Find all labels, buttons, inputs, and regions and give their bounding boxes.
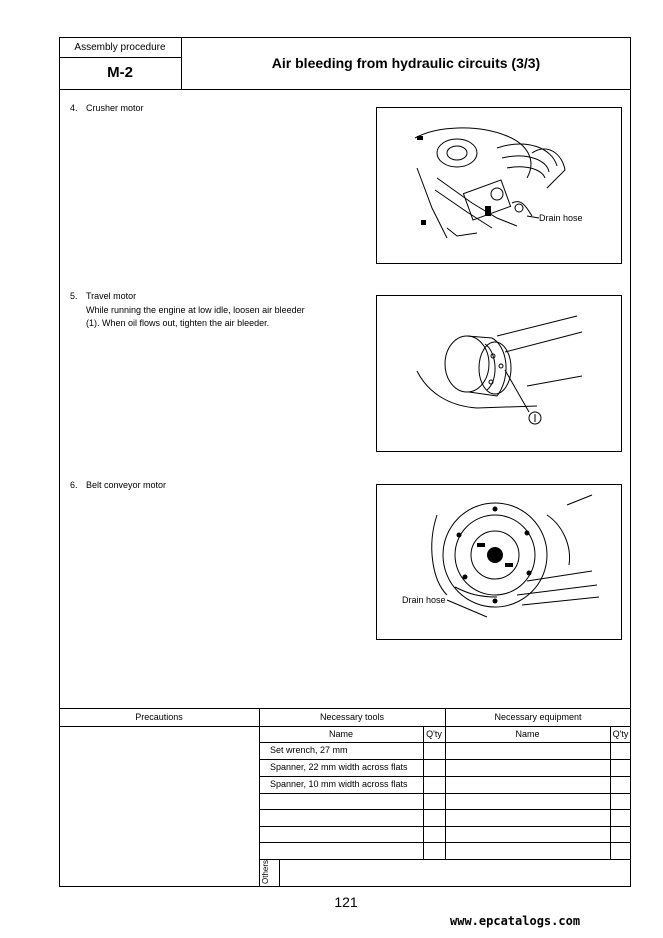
header-code-divider xyxy=(59,57,181,58)
tool-row: Spanner, 22 mm width across flats xyxy=(270,762,408,772)
step-6-callout: Drain hose xyxy=(402,595,446,605)
row-rule xyxy=(259,826,631,827)
step-5-title: Travel motor xyxy=(86,291,137,301)
row-rule xyxy=(259,742,631,743)
row-rule xyxy=(259,759,631,760)
watermark[interactable]: www.epcatalogs.com xyxy=(450,914,581,928)
others-label: Others xyxy=(261,859,270,884)
travel-motor-figure xyxy=(376,295,622,452)
table-top-rule xyxy=(59,708,631,709)
row-rule xyxy=(259,842,631,843)
step-6-title: Belt conveyor motor xyxy=(86,480,167,490)
page-title: Air bleeding from hydraulic circuits (3/3) xyxy=(271,55,541,71)
row-rule xyxy=(259,809,631,810)
header-bottom-rule xyxy=(59,89,631,90)
tool-row: Spanner, 10 mm width across flats xyxy=(270,779,408,789)
crusher-motor-figure xyxy=(376,107,622,264)
procedure-code: M-2 xyxy=(107,64,133,81)
row-rule xyxy=(259,776,631,777)
crusher-motor-illustration xyxy=(377,108,621,263)
belt-conveyor-motor-illustration xyxy=(377,485,621,639)
equipment-name-header: Name xyxy=(515,729,540,739)
row-rule xyxy=(259,859,631,860)
tool-row: Set wrench, 27 mm xyxy=(270,745,348,755)
step-5-line-2: (1). When oil flows out, tighten the air bleeder. xyxy=(86,318,270,328)
step-4-title: Crusher motor xyxy=(86,103,144,113)
travel-motor-illustration xyxy=(377,296,621,451)
tools-name-header: Name xyxy=(328,729,353,739)
table-header-rule xyxy=(59,726,631,727)
step-4-callout: Drain hose xyxy=(539,213,583,223)
section-label: Assembly procedure xyxy=(74,42,166,53)
tools-header: Necessary tools xyxy=(319,712,385,722)
precautions-header: Precautions xyxy=(135,712,183,722)
others-divider xyxy=(279,859,280,887)
equipment-qty-header: Q'ty xyxy=(612,729,629,739)
step-4-number: 4. xyxy=(70,103,78,113)
tools-qty-header: Q'ty xyxy=(426,729,442,739)
page-number: 121 xyxy=(334,894,358,910)
equipment-header: Necessary equipment xyxy=(494,712,582,722)
belt-conveyor-motor-figure xyxy=(376,484,622,640)
step-5-number: 5. xyxy=(70,291,78,301)
step-6-number: 6. xyxy=(70,480,78,490)
step-5-line-1: While running the engine at low idle, loosen air bleeder xyxy=(86,305,305,315)
row-rule xyxy=(259,793,631,794)
